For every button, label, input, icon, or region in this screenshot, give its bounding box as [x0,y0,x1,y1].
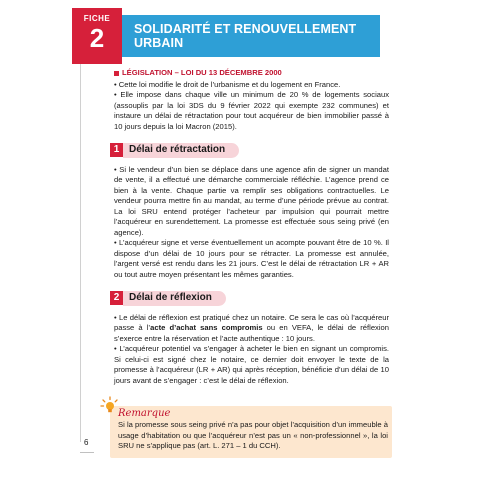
section-1-paragraph: • Si le vendeur d’un bien se déplace dans une agence afin de signer un mandat de vente, il a effectué une démarche commerciale réfléchie. L’agence prend ce bien à la vente. Chaque partie va remplir ses obligations contractuelles. Le vendeur pourra mettre fin au mandat, au terme d’une période prévue au contrat. La loi SRU entend protéger l’acheteur par impulsion qui pourrait mettre l’acquéreur en surendettement. La promesse est effectuée sous seing privé (en agence). [114,164,389,237]
section-title: Délai de rétractation [123,143,239,158]
remarque-title: Remarque [118,408,171,419]
legislation-heading [114,68,389,79]
text-run: • Le délai de réflexion est pratiqué chez un notaire. Ce sera le cas où l’acquéreur passe à l’ [114,312,389,332]
section-2-paragraph: • L’acquéreur potentiel va s’engager à acheter le bien en signant un compromis. Si celui-ci est signé chez le notaire, ce dernier doit envoyer le texte de la promesse à l’acquéreur (LR + AR) qui après réception, bénéficie d’un délai de 10 jours avant de s’engager : c’est le délai de réflexion. [114,344,389,385]
page-title: SOLIDARITÉ ET RENOUVELLEMENT URBAIN [134,22,357,50]
fiche-tab [72,8,122,64]
bold-term: acte d’achat sans compromis [150,323,263,332]
main-content [114,68,389,386]
left-margin-rule [80,64,81,442]
section-2-heading [110,291,389,306]
page-title-bar [122,15,380,57]
page-number-rule [80,452,94,453]
fiche-number: 2 [89,23,105,53]
lightbulb-icon [100,396,120,416]
legislation-bullet: • Cette loi modifie le droit de l’urbanisme et du logement en France. [114,79,341,89]
text-run: ou en VEFA, le délai de réflexion s’exerce entre la réservation et l’acte authentique : 10 jours. [114,323,389,343]
section-1-paragraph: • L’acquéreur signe et verse éventuellement un acompte pouvant être de 10 %. Il dispose d’un délai de 10 jours pour se rétracter. La promesse est annulée, l’argent versé est rendu dans les 21 jours. C’est le délai de rétractation LR + AR ou tout autre moyen présentant les mêmes garanties. [114,238,389,279]
remarque-text: Si la promesse sous seing privé n’a pas pour objet l’acquisition d’un immeuble à usage d’habitation ou que l’acquéreur n’est pas un « non-professionnel », la loi SRU ne s’applique pas (art. L. 271 – 1 du CCH). [118,420,388,450]
square-bullet-icon [114,71,119,76]
legislation-bullet: • Elle impose dans chaque ville un minimum de 20 % de logements sociaux (assouplis par la loi 3DS du 9 février 2022 qui exempte 232 communes) et instaure un délai de rétractation pour tout acquéreur de bien immobilier passé à 10 jours depuis la loi Macron (2015). [114,90,389,131]
section-2-paragraph [114,313,389,345]
legislation-heading-text: LÉGISLATION – LOI DU 13 DÉCEMBRE 2000 [122,68,282,77]
page-number: 6 [84,438,89,447]
section-number-badge: 1 [110,143,123,157]
section-number-badge: 2 [110,291,123,305]
fiche-label: FICHE [83,14,111,23]
section-title: Délai de réflexion [123,291,226,306]
section-1-heading [110,143,389,158]
